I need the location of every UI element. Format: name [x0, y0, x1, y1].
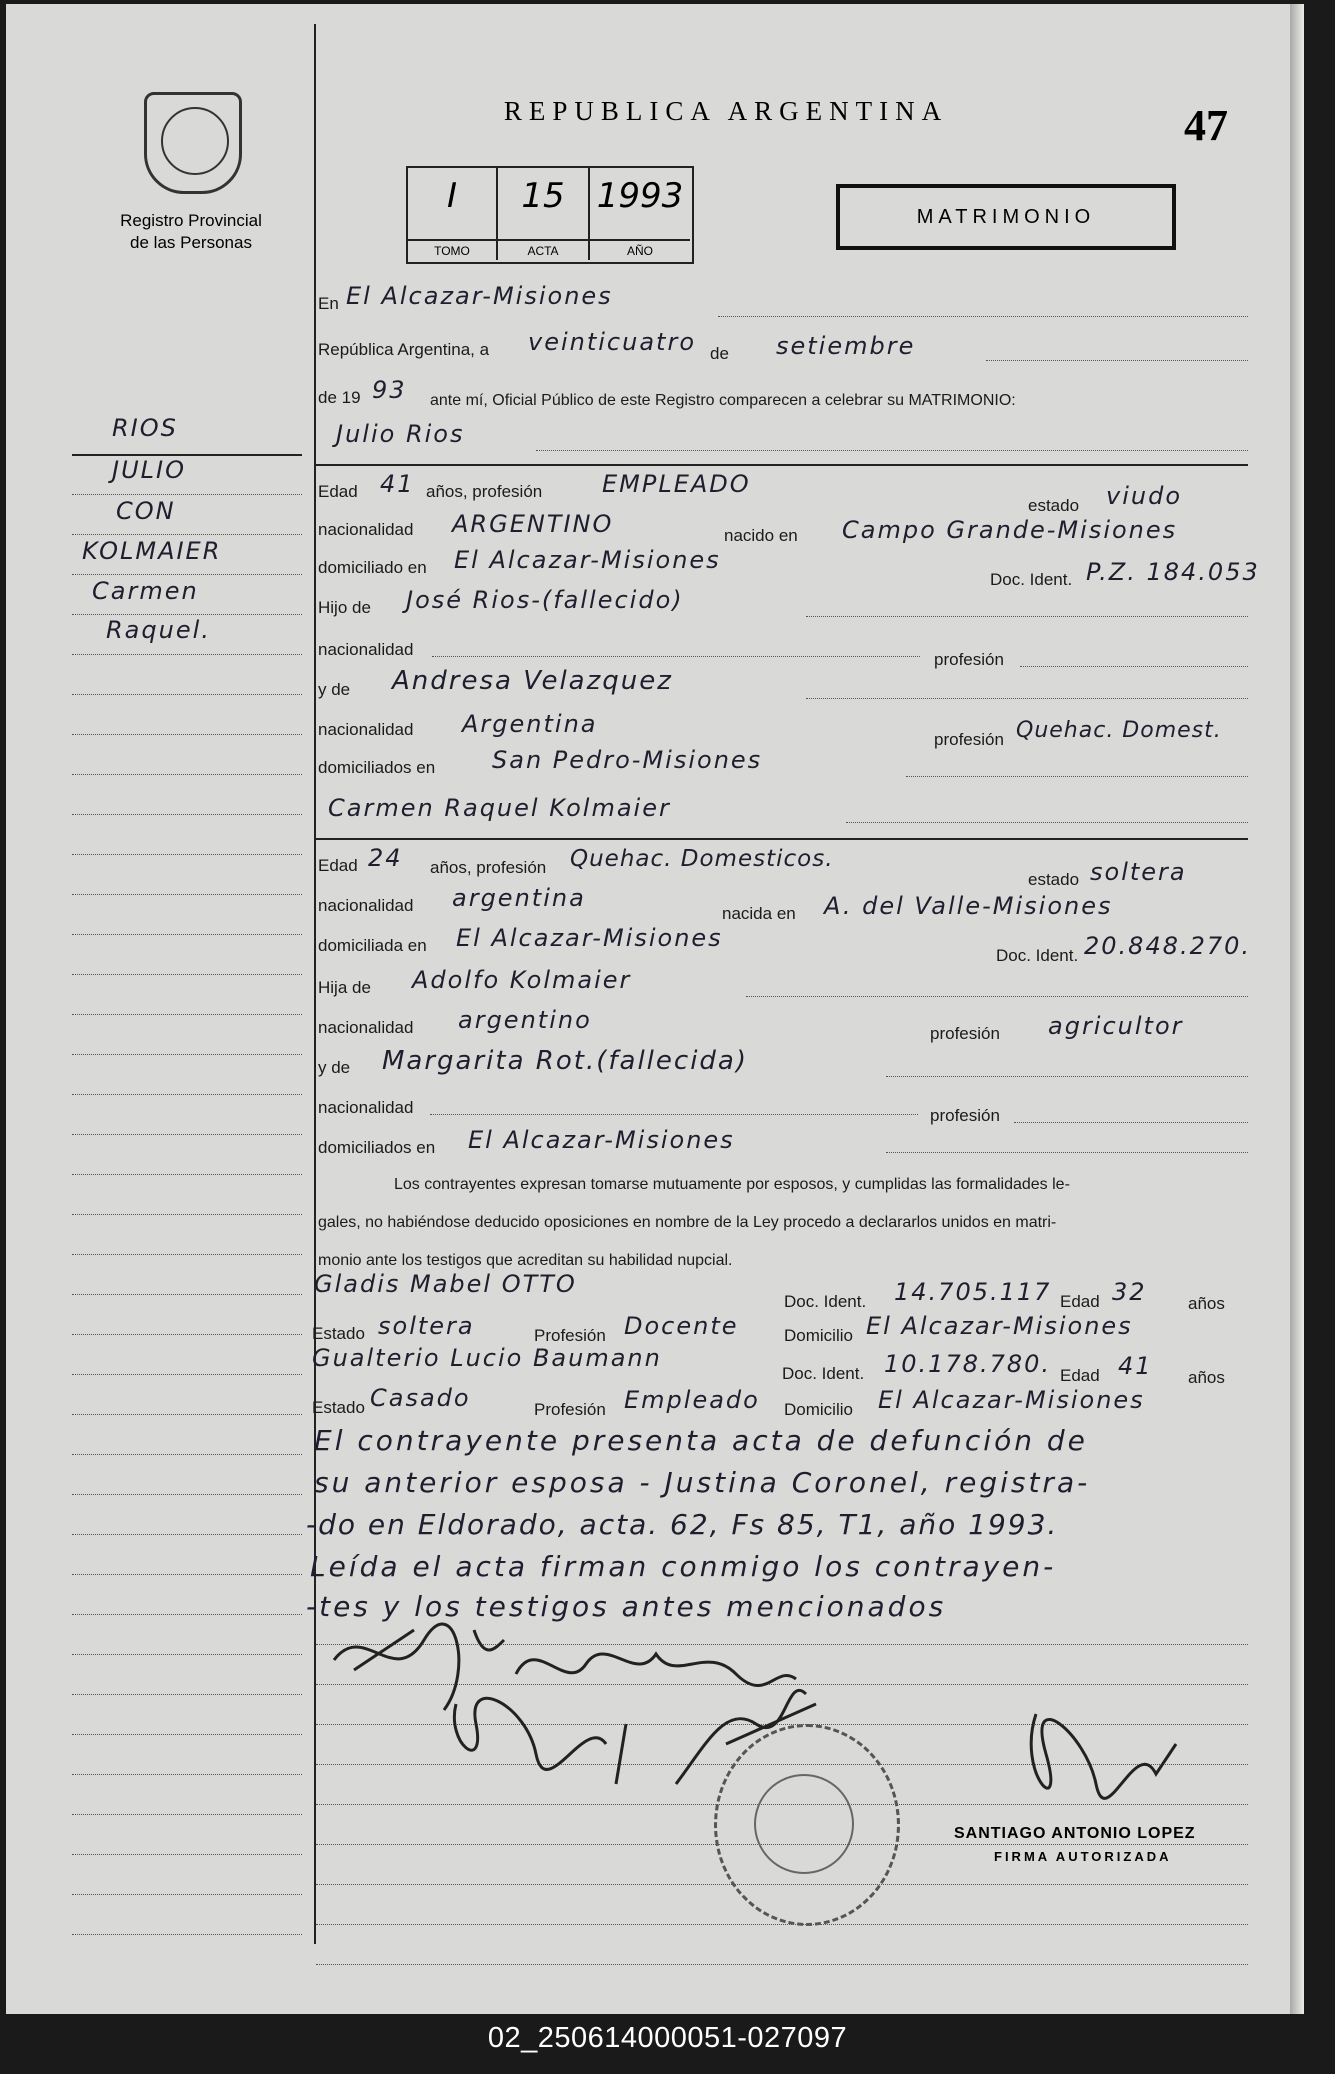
groom-madre-nac: Argentina [462, 710, 598, 738]
witness-1-estado-label: Estado [312, 1324, 365, 1343]
witness-1-edad: 32 [1112, 1278, 1147, 1306]
place-value: El Alcazar-Misiones [346, 282, 613, 310]
year-prefix: de 19 [318, 388, 361, 407]
bride-nacionalidad: argentina [452, 884, 586, 912]
margin-line: RIOS [112, 414, 178, 442]
registry-name [96, 210, 286, 254]
witness-1-doc-label: Doc. Ident. [784, 1292, 867, 1311]
declaration-line-2: gales, no habiéndose deducido oposiciones en nombre de la Ley procedo a declararlos unidos en matri- [318, 1214, 1057, 1231]
groom-estado-label: estado [1028, 496, 1080, 515]
groom-y-de-label: y de [318, 680, 351, 699]
acta-cell [498, 168, 590, 260]
groom-nacionalidad-label: nacionalidad [318, 520, 414, 539]
bride-profesion-label: años, profesión [430, 858, 547, 877]
ano-cell [590, 168, 690, 260]
bride-padre-prof-label: profesión [930, 1024, 1000, 1043]
witness-1-profesion-label: Profesión [534, 1326, 606, 1345]
groom-hijo-label: Hijo de [318, 598, 371, 617]
page-edge [1290, 4, 1304, 2014]
year-suffix: 93 [372, 376, 407, 404]
register-page [6, 4, 1304, 2014]
groom-nacido-label: nacido en [724, 526, 798, 545]
bride-estado-label: estado [1028, 870, 1080, 889]
groom-madre-prof-label: profesión [934, 730, 1004, 749]
bride-domicilio-label: domiciliada en [318, 936, 427, 955]
registry-line-1: Registro Provincial [120, 211, 262, 230]
witness-1-estado: soltera [378, 1312, 475, 1340]
groom-edad: 41 [380, 470, 415, 498]
page-number: 47 [1184, 101, 1228, 150]
bride-nacida-label: nacida en [722, 904, 796, 923]
intro-sentence: ante mí, Oficial Público de este Registro comparecen a celebrar su MATRIMONIO: [430, 392, 1016, 409]
groom-profesion: EMPLEADO [602, 470, 751, 498]
bride-nacionalidad-label: nacionalidad [318, 896, 414, 915]
coat-of-arms-emblem [144, 92, 242, 194]
witness-2-edad: 41 [1118, 1352, 1153, 1380]
note-line: El contrayente presenta acta de defunción de [314, 1424, 1088, 1457]
ano-value: 1993 [596, 176, 684, 216]
en-label: En [318, 294, 339, 313]
bride-padres-domicilio: El Alcazar-Misiones [468, 1126, 735, 1154]
witness-2-doc: 10.178.780. [884, 1350, 1052, 1378]
record-type-box: MATRIMONIO [836, 184, 1176, 250]
witness-2-domicilio-label: Domicilio [784, 1400, 853, 1419]
groom-domicilio: El Alcazar-Misiones [454, 546, 721, 574]
groom-nacido: Campo Grande-Misiones [842, 516, 1178, 544]
witness-2-estado: Casado [370, 1384, 471, 1412]
bride-padre-nac-label: nacionalidad [318, 1018, 414, 1037]
margin-line: Raquel. [106, 616, 211, 644]
bride-hija-label: Hija de [318, 978, 371, 997]
witness-1-domicilio: El Alcazar-Misiones [866, 1312, 1133, 1340]
groom-doc-label: Doc. Ident. [990, 570, 1073, 589]
witness-1-edad-label: Edad [1060, 1292, 1100, 1311]
bride-padres-dom-label: domiciliados en [318, 1138, 436, 1157]
note-line: -tes y los testigos antes mencionados [306, 1590, 947, 1623]
margin-line: Carmen [92, 577, 199, 605]
ano-label: AÑO [590, 239, 690, 258]
bride-edad-label: Edad [318, 856, 358, 875]
groom-estado: viudo [1106, 482, 1182, 510]
margin-line: KOLMAIER [82, 537, 222, 565]
witness-2-estado-label: Estado [312, 1398, 365, 1417]
bride-y-de-label: y de [318, 1058, 351, 1077]
bride-domicilio: El Alcazar-Misiones [456, 924, 723, 952]
groom-madre-nac-label: nacionalidad [318, 720, 414, 739]
month-value: setiembre [776, 332, 916, 360]
groom-padres-domicilio: San Pedro-Misiones [492, 746, 763, 774]
margin-rule [72, 454, 302, 456]
groom-madre: Andresa Velazquez [392, 666, 673, 696]
witness-1-profesion: Docente [624, 1312, 739, 1340]
groom-nacionalidad: ARGENTINO [452, 510, 614, 538]
witness-1-domicilio-label: Domicilio [784, 1326, 853, 1345]
groom-doc: P.Z. 184.053 [1086, 558, 1260, 586]
groom-padre-prof-label: profesión [934, 650, 1004, 669]
groom-profesion-label: años, profesión [426, 482, 543, 501]
witness-2-edad-label: Edad [1060, 1366, 1100, 1385]
record-ref-table [406, 166, 694, 264]
bride-estado: soltera [1090, 858, 1187, 886]
bride-padre-prof: agricultor [1048, 1012, 1184, 1040]
witness-2-doc-label: Doc. Ident. [782, 1364, 865, 1383]
margin-line: CON [116, 497, 176, 525]
officer-title: FIRMA AUTORIZADA [994, 1849, 1172, 1864]
republica-label: República Argentina, a [318, 340, 490, 359]
witness-2-anos-label: años [1188, 1368, 1225, 1387]
groom-edad-label: Edad [318, 482, 358, 501]
margin-divider [314, 24, 316, 1944]
groom-domicilio-label: domiciliado en [318, 558, 427, 577]
stamp-inner-ring [754, 1774, 854, 1874]
bride-padre: Adolfo Kolmaier [412, 966, 632, 994]
witness-1-doc: 14.705.117 [894, 1278, 1052, 1306]
margin-line: JULIO [112, 456, 186, 484]
declaration-line-1: Los contrayentes expresan tomarse mutuamente por esposos, y cumplidas las formalidades le- [394, 1176, 1070, 1193]
bride-edad: 24 [368, 844, 403, 872]
bride-profesion: Quehac. Domesticos. [570, 846, 834, 872]
bride-madre: Margarita Rot.(fallecida) [382, 1046, 748, 1076]
witness-1-anos-label: años [1188, 1294, 1225, 1313]
bride-nacida: A. del Valle-Misiones [824, 892, 1113, 920]
tomo-cell [408, 168, 498, 260]
witness-2-profesion: Empleado [624, 1386, 760, 1414]
witness-2-name: Gualterio Lucio Baumann [312, 1344, 662, 1372]
registry-line-2: de las Personas [130, 233, 252, 252]
groom-padres-dom-label: domiciliados en [318, 758, 436, 777]
officer-signature [1006, 1694, 1196, 1834]
note-line: su anterior esposa - Justina Coronel, registra- [314, 1466, 1091, 1499]
bride-madre-nac-label: nacionalidad [318, 1098, 414, 1117]
note-line: -do en Eldorado, acta. 62, Fs 85, T1, año 1993. [306, 1508, 1059, 1541]
witness-2-profesion-label: Profesión [534, 1400, 606, 1419]
file-id-caption: 02_250614000051-027097 [487, 2022, 848, 2054]
de-label: de [710, 344, 729, 363]
officer-name: SANTIAGO ANTONIO LOPEZ [954, 1825, 1196, 1842]
groom-madre-prof: Quehac. Domest. [1016, 718, 1222, 743]
bride-padre-nac: argentino [458, 1006, 592, 1034]
tomo-label: TOMO [408, 239, 496, 258]
groom-name: Julio Rios [336, 420, 465, 448]
witness-1-name: Gladis Mabel OTTO [314, 1270, 577, 1298]
acta-value: 15 [521, 176, 565, 216]
groom-padre: José Rios-(fallecido) [406, 586, 684, 614]
country-title: REPUBLICA ARGENTINA [503, 96, 949, 126]
declaration-line-3: monio ante los testigos que acreditan su habilidad nupcial. [318, 1252, 733, 1269]
groom-padre-nac-label: nacionalidad [318, 640, 414, 659]
acta-label: ACTA [498, 239, 588, 258]
bride-doc-label: Doc. Ident. [996, 946, 1079, 965]
note-line: Leída el acta firman conmigo los contrayen- [310, 1550, 1057, 1583]
witness-2-domicilio: El Alcazar-Misiones [878, 1386, 1145, 1414]
bride-doc: 20.848.270. [1084, 932, 1252, 960]
day-value: veinticuatro [528, 328, 696, 356]
witness-1-signature [436, 1684, 656, 1794]
bride-madre-prof-label: profesión [930, 1106, 1000, 1125]
bride-name: Carmen Raquel Kolmaier [328, 794, 671, 822]
tomo-value: I [446, 176, 458, 216]
